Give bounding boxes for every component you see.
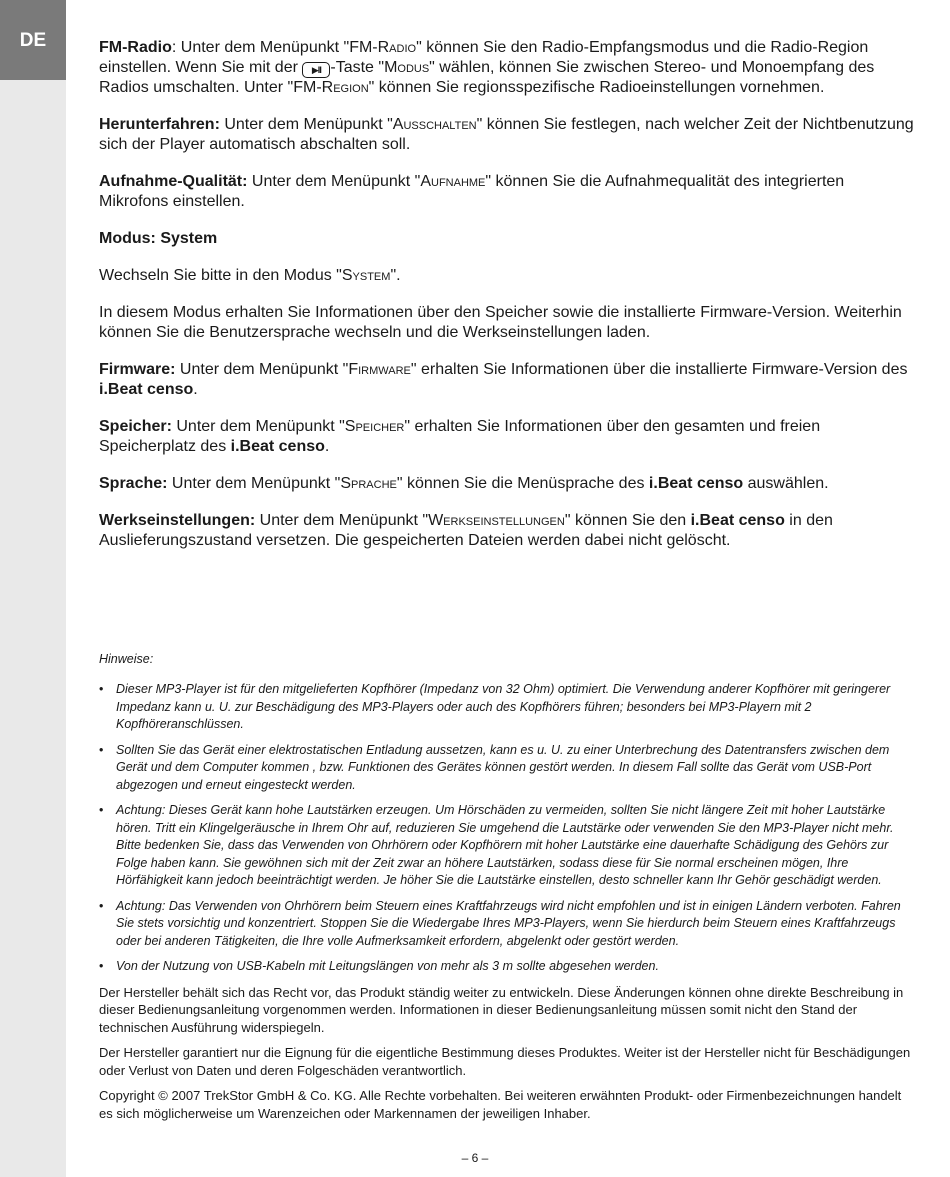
menu-name: Region — [321, 79, 369, 96]
text: Achtung: Das Verwenden von Ohrhörern beim Steuern eines Kraftfahrzeugs wird nicht empfohlen und ist in einigen Ländern verboten. Fahren Sie stets vorsichtig und konzentriert. Stoppen Sie die Wiedergabe Ihres MP3-Players, wenn Sie hierdurch beim Steuern eines Kraftfahrzeugs oder bei anderen Tätigkeiten, die Ihre volle Aufmerksamkeit erfordern, abgelenkt oder gestört werden. — [116, 898, 901, 948]
language-tab — [0, 0, 66, 80]
text: " können Sie festlegen, nach welcher Zeit der Nichtbenutzung sich der Player automatisch abschalten soll. — [99, 116, 914, 153]
text: " können Sie die Aufnahmequalität des integrierten Mikrofons einstellen. — [99, 173, 845, 210]
text: " können Sie regionsspezifische Radioeinstellungen vornehmen. — [368, 79, 825, 96]
text: ". — [390, 267, 401, 284]
shutdown-paragraph — [99, 115, 914, 155]
bullet-icon: • — [99, 803, 104, 817]
text: Unter dem Menüpunkt " — [175, 361, 349, 378]
language-label: Sprache: — [99, 475, 168, 492]
factory-settings-paragraph — [99, 511, 914, 551]
bullet-icon: • — [99, 682, 104, 696]
page-number: – 6 – — [461, 1151, 489, 1165]
text: Unter dem Menüpunkt " — [247, 173, 421, 190]
fm-radio-label: FM-Radio — [99, 39, 172, 56]
text: Unter dem Menüpunkt " — [219, 116, 393, 133]
text: Von der Nutzung von USB-Kabeln mit Leitungslängen von mehr als 3 m sollte abgesehen werden. — [116, 959, 659, 973]
text: Unter dem Menüpunkt " — [167, 475, 341, 492]
product-name: i.Beat censo — [690, 512, 785, 529]
recording-quality-paragraph — [99, 172, 914, 212]
firmware-paragraph — [99, 360, 914, 400]
fm-radio-paragraph — [99, 38, 914, 98]
notes-section — [99, 651, 914, 1130]
shutdown-label: Herunterfahren: — [99, 116, 220, 133]
text: Wechseln Sie bitte in den Modus " — [99, 267, 342, 284]
text: Unter dem Menüpunkt " — [255, 512, 429, 529]
text: " können Sie den — [564, 512, 691, 529]
menu-name: System — [341, 267, 391, 284]
menu-name: Radio — [377, 39, 417, 56]
copyright-paragraph: Copyright © 2007 TrekStor GmbH & Co. KG. Alle Rechte vorbehalten. Bei weiteren erwähnten Produkt- oder Firmenbezeichnungen handelt es sich möglicherweise um Warenzeichen oder Markennamen der jeweiligen Inhaber. — [99, 1088, 902, 1121]
bullet-icon: • — [99, 742, 104, 757]
text: " wählen, können Sie zwischen Stereo- und Monoempfang des Radios umschalten. Unter "FM- — [99, 59, 875, 96]
menu-name: Ausschalten — [392, 116, 477, 133]
text: . — [193, 381, 198, 398]
bullet-icon: • — [99, 898, 104, 913]
note-item — [99, 742, 914, 795]
text: " können Sie die Menüsprache des — [396, 475, 649, 492]
text: " erhalten Sie Informationen über die installierte Firmware-Version des — [410, 361, 908, 378]
language-paragraph — [99, 474, 914, 494]
bullet-icon: • — [99, 959, 104, 973]
menu-name: Sprache — [340, 475, 397, 492]
play-pause-key-icon: ▶II — [302, 62, 330, 78]
text: " können Sie den Radio-Empfangsmodus und die Radio-Region einstellen. Wenn Sie mit der — [99, 39, 869, 76]
product-name: i.Beat censo — [648, 475, 744, 492]
text: Sollten Sie das Gerät einer elektrostatischen Entladung aussetzen, kann es u. U. zu einer Unterbrechung des Datentransfers zwischen dem Gerät und dem Computer kommen , bzw. Funktionen des Gerätes können gestört werden. In diesem Fall sollte das Gerät vom USB-Port abgezogen und erneut eingesteckt werden. — [116, 742, 890, 792]
text: : Unter dem Menüpunkt "FM- — [171, 39, 378, 56]
language-tab-label: DE — [19, 30, 47, 51]
factory-settings-label: Werkseinstellungen: — [99, 512, 256, 529]
menu-name: Aufnahme — [420, 173, 486, 190]
menu-name: Firmware — [348, 361, 411, 378]
memory-label: Speicher: — [99, 418, 172, 435]
system-intro-paragraph: In diesem Modus erhalten Sie Informationen über den Speicher sowie die installierte Firmware-Version. Weiterhin können Sie die Benutzersprache wechseln und die Werkseinstellungen laden. — [99, 304, 902, 341]
text: auswählen. — [743, 475, 829, 492]
text: Unter dem Menüpunkt " — [171, 418, 345, 435]
disclaimer-paragraph: Der Hersteller behält sich das Recht vor, das Produkt ständig weiter zu entwickeln. Diese Änderungen können ohne direkte Beschreibung in dieser Bedienungsanleitung vorgenommen werden. Informationen in dieser Bedienungsanleitung müssen somit nicht den Stand der technischen Ausführung widerspiegeln. — [99, 984, 904, 1035]
section-heading: Modus: System — [99, 230, 218, 247]
text: -Taste " — [330, 59, 385, 76]
text: . — [324, 438, 330, 455]
side-strip — [0, 0, 66, 1177]
text: Dieser MP3-Player ist für den mitgelieferten Kopfhörer (Impedanz von 32 Ohm) optimiert. Die Verwendung anderer Kopfhörer mit geringerer Impedanz kann u. U. zur Beschädigung des MP3-Players oder auch des Kopfhörers führen; besonders bei MP3-Playern mit 2 Kopfhöreranschlüssen. — [116, 682, 891, 731]
note-item — [99, 802, 914, 890]
note-item — [99, 681, 914, 734]
menu-name: Speicher — [344, 418, 405, 435]
main-content — [99, 38, 914, 568]
note-item — [99, 898, 914, 951]
text: Achtung: Dieses Gerät kann hohe Lautstärken erzeugen. Um Hörschäden zu vermeiden, sollten Sie nicht längere Zeit mit hoher Lautstärke hören. Tritt ein Klingelgeräusche in Ihrem Ohr auf, reduzieren Sie umgehend die Lautstärke oder verwenden Sie den MP3-Player nicht mehr. Bitte bedenken Sie, dass das Verwenden von Ohrhörern oder Kopfhörern mit hoher Lautstärke eine dauerhafte Schädigung des Gehörs zur Folge haben kann. Sie gewöhnen sich mit der Zeit zwar an höhere Lautstärken, sodass diese für Sie normal erscheinen mögen, Ihre Hörfähigkeit kann jedoch beeinträchtigt werden. Je höher Sie die Lautstärke einstellen, desto schneller kann Ihr Gehör geschädigt werden. — [116, 803, 894, 887]
notes-title: Hinweise: — [99, 652, 154, 666]
system-switch-paragraph — [99, 266, 914, 286]
memory-paragraph — [99, 417, 914, 457]
product-name: i.Beat censo — [230, 438, 325, 455]
warranty-paragraph: Der Hersteller garantiert nur die Eignung für die eigentliche Bestimmung dieses Produktes. Weiter ist der Hersteller nicht für Beschädigungen oder Verlust von Daten und deren Folgeschäden verantwortlich. — [99, 1045, 911, 1078]
product-name: i.Beat censo — [99, 381, 194, 398]
note-item — [99, 958, 914, 976]
recording-quality-label: Aufnahme-Qualität: — [99, 173, 248, 190]
text: in den Auslieferungszustand versetzen. Die gespeicherten Dateien werden dabei nicht gelöscht. — [99, 512, 833, 549]
menu-name: Werkseinstellungen — [428, 512, 565, 529]
text: " erhalten Sie Informationen über den gesamten und freien Speicherplatz des — [99, 418, 821, 455]
firmware-label: Firmware: — [99, 361, 176, 378]
menu-name: Modus — [384, 59, 430, 76]
